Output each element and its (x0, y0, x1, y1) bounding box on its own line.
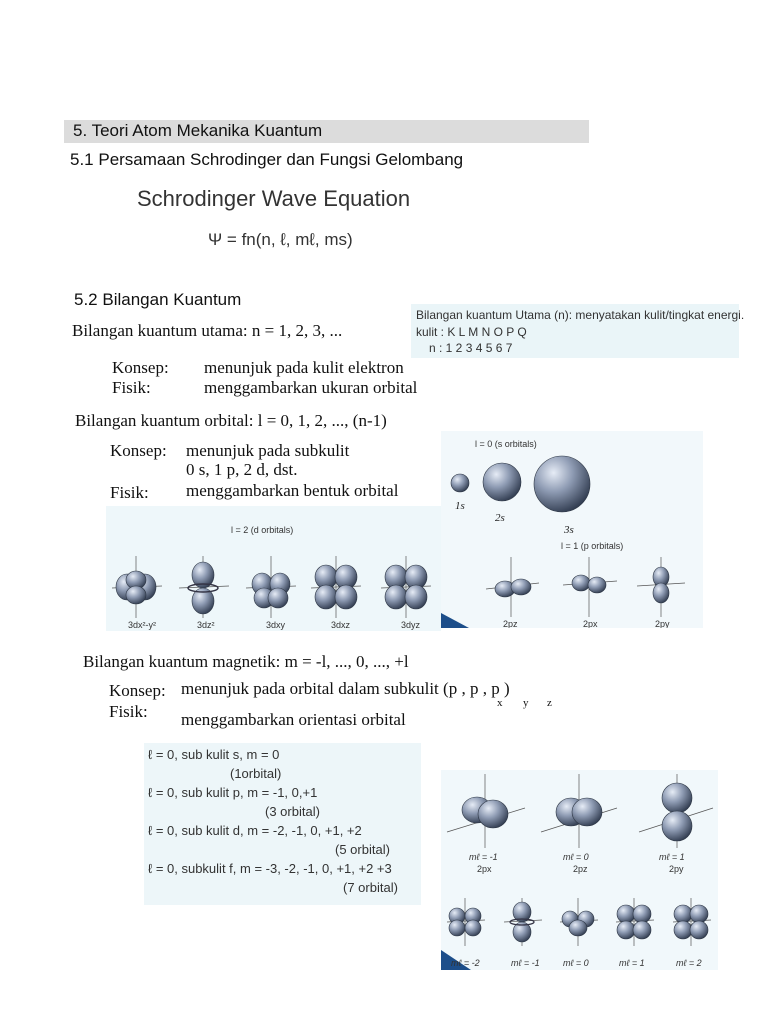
principal-box-line1: Bilangan kuantum Utama (n): menyatakan kulit/tingkat energi. (416, 308, 745, 322)
list-s: ℓ = 0, sub kulit s, m = 0 (148, 747, 280, 762)
principal-fisik-label: Fisik: (112, 378, 151, 397)
magnetic-konsep-text: menunjuk pada orbital dalam subkulit (p , p , p ) (181, 679, 510, 698)
label-3dyz: 3dyz (401, 620, 421, 630)
subsection-quantum-numbers: 5.2 Bilangan Kuantum (74, 290, 242, 309)
name-2pz: 2pz (573, 864, 588, 874)
label-3dx2-y2: 3dx²-y² (128, 620, 157, 630)
ml-label-d2: mℓ = -1 (511, 958, 540, 968)
subsection-schrodinger: 5.1 Persamaan Schrodinger dan Fungsi Gelombang (70, 150, 464, 169)
ml-label-d4: mℓ = 1 (619, 958, 645, 968)
orbital-number-line: Bilangan kuantum orbital: l = 0, 1, 2, ..., (n-1) (75, 411, 387, 430)
ml-label-d5: mℓ = 2 (676, 958, 702, 968)
orbital-2s (483, 463, 521, 501)
orbital-fisik-label: Fisik: (110, 483, 149, 502)
magnetic-orientation-figure (441, 770, 718, 970)
principal-number-box (411, 304, 745, 358)
d-orbitals-svg (106, 506, 441, 631)
s-p-orbitals-svg (441, 431, 703, 628)
label-1s: 1s (455, 500, 465, 512)
list-f-count: (7 orbital) (343, 880, 398, 895)
list-p-count: (3 orbital) (265, 804, 320, 819)
label-3dxz: 3dxz (331, 620, 351, 630)
ml-label-d1: mℓ = -2 (451, 958, 480, 968)
sublevel-list-box (144, 743, 421, 905)
ml-label-d3: mℓ = 0 (563, 958, 589, 968)
label-2pz: 2pz (503, 619, 518, 628)
label-2s: 2s (495, 512, 505, 524)
s-p-orbitals-figure (441, 431, 703, 628)
magnetic-fisik-label: Fisik: (109, 702, 148, 721)
list-d: ℓ = 0, sub kulit d, m = -2, -1, 0, +1, +2 (148, 823, 362, 838)
name-2py: 2py (669, 864, 684, 874)
subscript-y: y (523, 697, 529, 709)
list-d-count: (5 orbital) (335, 842, 390, 857)
s-orbitals-caption: l = 0 (s orbitals) (475, 439, 537, 449)
wave-equation-title: Schrodinger Wave Equation (137, 186, 411, 211)
orbital-3s (534, 456, 590, 512)
principal-konsep-label: Konsep: (112, 358, 169, 377)
orbital-1s (451, 474, 469, 492)
principal-number-line: Bilangan kuantum utama: n = 1, 2, 3, ... (72, 321, 343, 340)
label-3s: 3s (564, 524, 574, 536)
label-2py: 2py (655, 619, 670, 628)
list-f: ℓ = 0, subkulit f, m = -3, -2, -1, 0, +1, +2 +3 (148, 861, 392, 876)
orbital-konsep-label: Konsep: (110, 441, 167, 460)
name-2px: 2px (477, 864, 492, 874)
list-s-count: (1orbital) (230, 766, 282, 781)
magnetic-fisik-text: menggambarkan orientasi orbital (181, 710, 406, 729)
ml-label-p3: mℓ = 1 (659, 852, 685, 862)
principal-box-line3: n : 1 2 3 4 5 6 7 (429, 341, 513, 355)
subscript-x: x (497, 697, 503, 709)
orbital-konsep-text2: 0 s, 1 p, 2 d, dst. (186, 460, 298, 479)
list-p: ℓ = 0, sub kulit p, m = -1, 0,+1 (148, 785, 318, 800)
magnetic-number-line: Bilangan kuantum magnetik: m = -l, ..., 0, ..., +l (83, 652, 409, 671)
d-orbitals-figure (106, 506, 441, 631)
subscript-z: z (547, 697, 552, 709)
ml-label-p1: mℓ = -1 (469, 852, 498, 862)
label-3dz2: 3dz² (197, 620, 215, 630)
principal-box-line2: kulit : K L M N O P Q (416, 325, 527, 339)
d-orbitals-caption: l = 2 (d orbitals) (231, 525, 294, 535)
principal-fisik-text: menggambarkan ukuran orbital (204, 378, 418, 397)
magnetic-orientation-svg (441, 770, 718, 970)
principal-konsep-text: menunjuk pada kulit elektron (204, 358, 404, 377)
label-2px: 2px (583, 619, 598, 628)
orbital-konsep-text: menunjuk pada subkulit (186, 441, 350, 460)
label-3dxy: 3dxy (266, 620, 286, 630)
p-orbitals-caption: l = 1 (p orbitals) (561, 541, 624, 551)
magnetic-konsep-label: Konsep: (109, 681, 166, 700)
ml-label-p2: mℓ = 0 (563, 852, 589, 862)
wave-equation-formula: Ψ = fn(n, ℓ, mℓ, ms) (208, 230, 353, 249)
orbital-fisik-text: menggambarkan bentuk orbital (186, 481, 399, 500)
section-heading: 5. Teori Atom Mekanika Kuantum (73, 121, 323, 140)
